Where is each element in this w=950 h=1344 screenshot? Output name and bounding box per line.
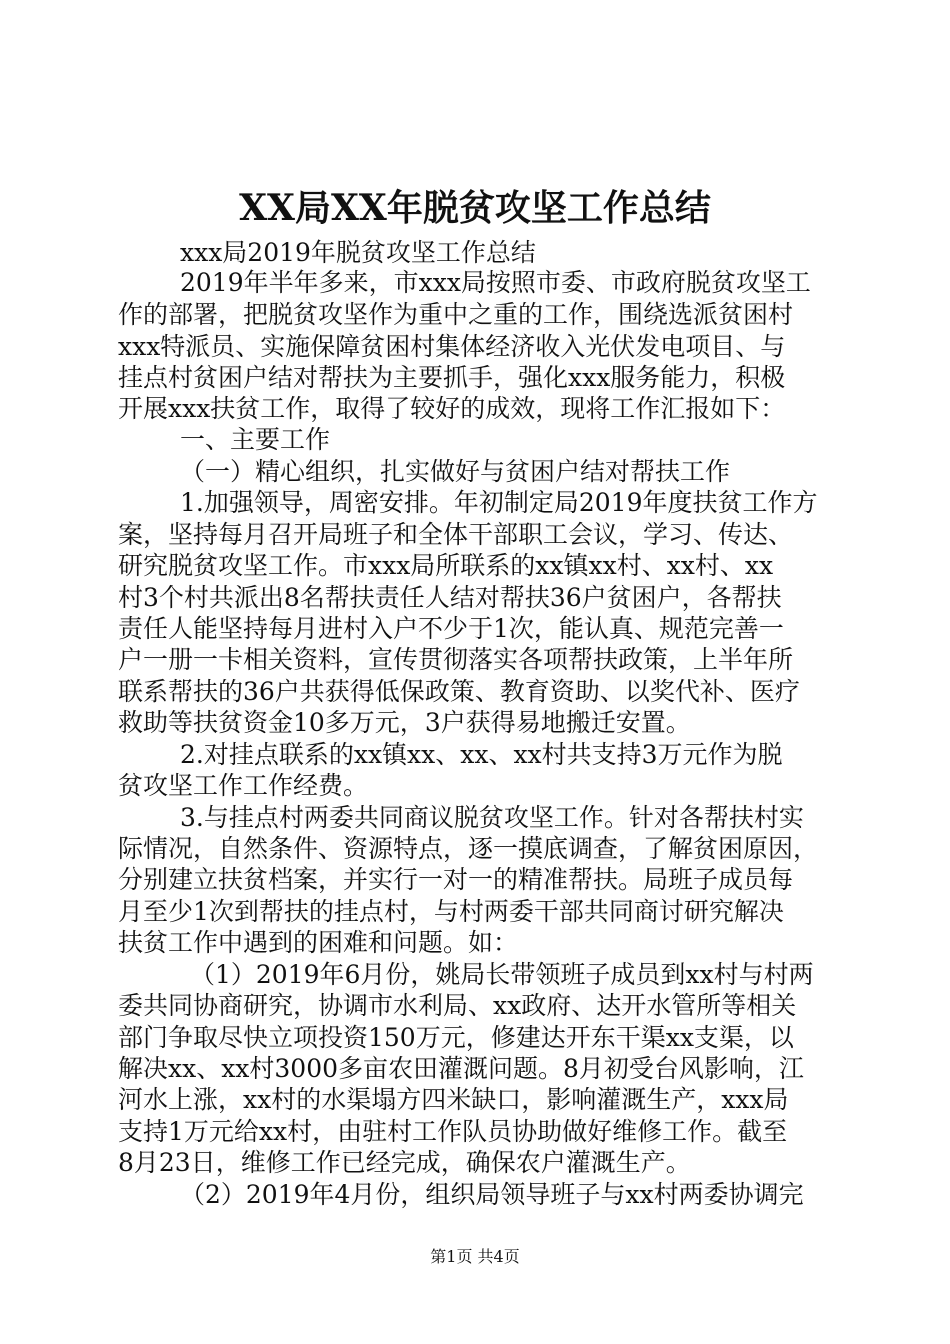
text-line: 河水上涨，xx村的水渠塌方四米缺口，影响灌溉生产，xxx局 (118, 1085, 789, 1114)
text-line: 2.对挂点联系的xx镇xx、xx、xx村共支持3万元作为脱 (180, 740, 783, 769)
document-title: XX局XX年脱贫攻坚工作总结 (239, 187, 711, 229)
text-line: 8月23日，维修工作已经完成，确保农户灌溉生产。 (118, 1148, 691, 1177)
text-line: 扶贫工作中遇到的困难和问题。如： (118, 928, 519, 957)
page-number-footer: 第1页 共4页 (430, 1247, 520, 1266)
text-line: 支持1万元给xx村，由驻村工作队员协助做好维修工作。截至 (118, 1117, 788, 1146)
text-line: 作的部署，把脱贫攻坚作为重中之重的工作，围绕选派贫困村 (118, 300, 794, 329)
text-line: 际情况，自然条件、资源特点，逐一摸底调查，了解贫困原因， (118, 834, 819, 863)
text-line: 户一册一卡相关资料，宣传贯彻落实各项帮扶政策，上半年所 (118, 645, 794, 674)
text-line: 月至少1次到帮扶的挂点村，与村两委干部共同商讨研究解决 (118, 897, 784, 926)
text-line: 案，坚持每月召开局班子和全体干部职工会议，学习、传达、 (118, 520, 794, 549)
text-line: 部门争取尽快立项投资150万元，修建达开东干渠xx支渠，以 (118, 1023, 794, 1052)
text-line: 研究脱贫攻坚工作。市xxx局所联系的xx镇xx村、xx村、xx (118, 551, 774, 580)
text-line: 3.与挂点村两委共同商议脱贫攻坚工作。针对各帮扶村实 (180, 803, 804, 832)
text-line: xxx特派员、实施保障贫困村集体经济收入光伏发电项目、与 (118, 332, 786, 361)
text-line: 村3个村共派出8名帮扶责任人结对帮扶36户贫困户，各帮扶 (118, 583, 782, 612)
text-line: 责任人能坚持每月进村入户不少于1次，能认真、规范完善一 (118, 614, 784, 643)
subsection-heading: （一）精心组织，扎实做好与贫困户结对帮扶工作 (180, 457, 731, 486)
text-line: 挂点村贫困户结对帮扶为主要抓手，强化xxx服务能力，积极 (118, 363, 786, 392)
text-line: 救助等扶贫资金10多万元，3户获得易地搬迁安置。 (118, 708, 691, 737)
text-line: （2）2019年4月份，组织局领导班子与xx村两委协调完 (180, 1180, 804, 1209)
text-line: 委共同协商研究，协调市水利局、xx政府、达开水管所等相关 (118, 991, 797, 1020)
text-line: 开展xxx扶贫工作，取得了较好的成效，现将工作汇报如下： (118, 394, 786, 423)
text-line: 贫攻坚工作工作经费。 (118, 771, 369, 800)
text-line: 2019年半年多来，市xxx局按照市委、市政府脱贫攻坚工 (180, 268, 811, 297)
text-line: xxx局2019年脱贫攻坚工作总结 (180, 238, 536, 267)
text-line: 分别建立扶贫档案，并实行一对一的精准帮扶。局班子成员每 (118, 865, 794, 894)
text-line: 解决xx、xx村3000多亩农田灌溉问题。8月初受台风影响，江 (118, 1054, 804, 1083)
text-line: （1）2019年6月份，姚局长带领班子成员到xx村与村两 (190, 960, 814, 989)
text-line: 1.加强领导，周密安排。年初制定局2019年度扶贫工作方 (180, 488, 818, 517)
section-heading: 一、主要工作 (180, 425, 331, 454)
text-line: 联系帮扶的36户共获得低保政策、教育资助、以奖代补、医疗 (118, 677, 800, 706)
